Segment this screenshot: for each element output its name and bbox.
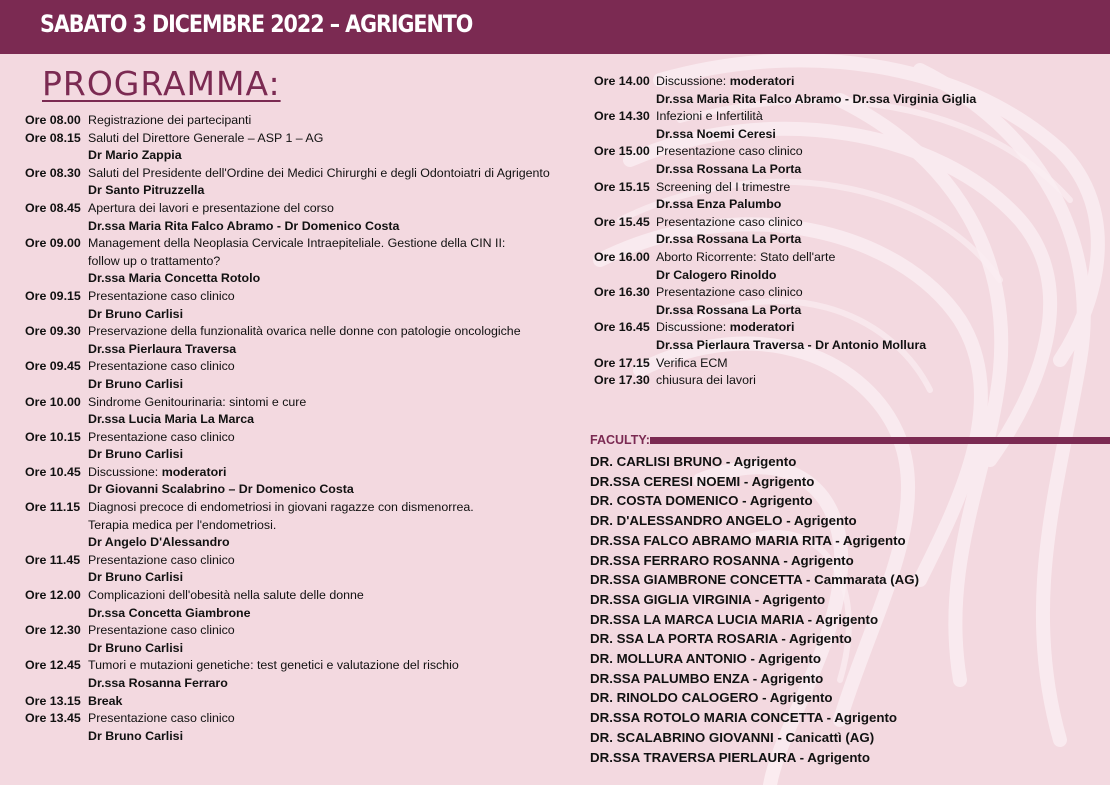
schedule-topic (88, 323, 545, 341)
schedule-content (88, 235, 545, 288)
schedule-item (594, 179, 1014, 214)
schedule-line-text: Presentazione caso clinico (656, 285, 803, 300)
schedule-time: Ore 11.45 (25, 552, 81, 567)
schedule-speaker (88, 411, 545, 429)
schedule-item (25, 622, 545, 657)
schedule-line-text: chiusura dei lavori (656, 373, 756, 388)
schedule-speaker (656, 337, 1014, 355)
schedule-speaker (88, 446, 545, 464)
faculty-separator: - (803, 611, 816, 627)
faculty-list (590, 452, 1090, 767)
faculty-member (590, 472, 1090, 492)
schedule-topic (88, 165, 550, 183)
schedule-content (88, 710, 545, 745)
faculty-member (590, 629, 1090, 649)
schedule-line-text: Complicazioni dell'obesità nella salute delle donne (88, 588, 364, 603)
schedule-line-text: Management della Neoplasia Cervicale Intraepiteliale. Gestione della CIN II: (88, 236, 506, 251)
schedule-item (25, 552, 545, 587)
faculty-member (590, 688, 1090, 708)
schedule-item (594, 249, 1014, 284)
schedule-line-text: Dr.ssa Rossana La Porta (656, 302, 802, 317)
schedule-line-bold-tail: moderatori (161, 464, 227, 479)
schedule-time: Ore 15.00 (594, 144, 650, 159)
schedule-content (88, 394, 545, 429)
schedule-item (25, 112, 545, 130)
schedule-topic (88, 200, 545, 218)
faculty-member-city: Agrigento (733, 454, 797, 469)
schedule-topic (656, 143, 1014, 161)
schedule-time: Ore 09.15 (25, 288, 81, 303)
faculty-member-city: Agrigento (815, 611, 879, 627)
faculty-member (590, 669, 1090, 689)
schedule-line-text: Presentazione caso clinico (88, 359, 235, 374)
schedule-topic (88, 552, 545, 570)
faculty-member-name: DR.SSA CERESI NOEMI (590, 473, 741, 489)
schedule-speaker (656, 161, 1014, 179)
schedule-content (88, 657, 545, 692)
faculty-separator: - (738, 493, 750, 509)
schedule-topic (88, 235, 545, 253)
faculty-member-name: DR. CARLISI BRUNO (590, 454, 723, 469)
faculty-member-name: DR.SSA GIGLIA VIRGINIA (590, 591, 752, 607)
faculty-separator: - (740, 473, 752, 489)
schedule-item (25, 394, 545, 429)
faculty-member-name: DR. D'ALESSANDRO ANGELO (590, 513, 783, 529)
schedule-item (25, 657, 545, 692)
schedule-line-text: Aborto Ricorrente: Stato dell'arte (656, 249, 836, 264)
schedule-content (88, 323, 545, 358)
schedule-speaker (88, 640, 545, 658)
faculty-member-name: DR.SSA GIAMBRONE CONCETTA (590, 572, 803, 588)
faculty-member (590, 748, 1090, 768)
schedule-line-text: Dr.ssa Pierlaura Traversa (88, 341, 237, 356)
schedule-topic (88, 710, 545, 728)
schedule-topic (656, 214, 1014, 232)
faculty-member-name: DR. SCALABRINO GIOVANNI (590, 729, 774, 745)
faculty-member-city: Agrigento (769, 690, 833, 706)
schedule-line-text: Diagnosi precoce di endometriosi in giovani ragazze con dismenorrea. (88, 500, 474, 515)
faculty-separator: - (822, 710, 835, 726)
schedule-item (594, 214, 1014, 249)
schedule-line-text: follow up o trattamento? (88, 253, 221, 268)
schedule-time: Ore 16.45 (594, 320, 650, 335)
schedule-time: Ore 10.45 (25, 464, 81, 479)
schedule-speaker (656, 302, 1014, 320)
faculty-member (590, 570, 1090, 590)
schedule-topic (88, 517, 545, 535)
schedule-time: Ore 12.45 (25, 658, 81, 673)
schedule-time: Ore 16.00 (594, 249, 650, 264)
schedule-speaker (88, 534, 545, 552)
schedule-right-column (594, 73, 1014, 390)
schedule-content (656, 319, 1014, 354)
schedule-topic (88, 464, 545, 482)
schedule-line-text: Break (88, 693, 123, 708)
faculty-member (590, 511, 1090, 531)
schedule-line-text: Dr.ssa Concetta Giambrone (88, 605, 251, 620)
faculty-member-name: DR.SSA ROTOLO MARIA CONCETTA (590, 710, 823, 726)
faculty-member-name: DR.SSA FALCO ABRAMO MARIA RITA (590, 532, 832, 548)
faculty-member-name: DR. SSA LA PORTA ROSARIA (590, 631, 778, 647)
schedule-content (88, 429, 545, 464)
schedule-speaker (656, 267, 1014, 285)
schedule-topic (88, 288, 545, 306)
schedule-topic (656, 249, 1014, 267)
schedule-line-text: Presentazione caso clinico (656, 214, 803, 229)
schedule-time: Ore 09.45 (25, 359, 81, 374)
schedule-content (88, 499, 545, 552)
schedule-line-text: Dr.ssa Rossana La Porta (656, 232, 802, 247)
schedule-time: Ore 08.30 (25, 165, 81, 180)
schedule-content (88, 552, 545, 587)
schedule-speaker (88, 481, 545, 499)
schedule-line-bold-tail: moderatori (729, 74, 795, 88)
schedule-line-text: Saluti del Direttore Generale – ASP 1 – AG (88, 130, 324, 145)
schedule-time: Ore 11.15 (25, 500, 81, 515)
schedule-line-text: Dr Bruno Carlisi (88, 306, 184, 321)
schedule-topic (88, 394, 545, 412)
schedule-content (656, 249, 1014, 284)
schedule-content (656, 108, 1014, 143)
schedule-content (656, 284, 1014, 319)
faculty-separator: - (749, 670, 761, 686)
faculty-member (590, 531, 1090, 551)
schedule-topic (656, 372, 1014, 390)
schedule-line-text: Dr.ssa Enza Palumbo (656, 197, 782, 212)
schedule-item (25, 165, 550, 200)
faculty-member-city: Agrigento (793, 513, 857, 529)
schedule-line-text: Screening del I trimestre (656, 179, 791, 194)
schedule-topic (656, 179, 1014, 197)
schedule-content (656, 214, 1014, 249)
schedule-time: Ore 08.45 (25, 200, 81, 215)
schedule-speaker (88, 306, 545, 324)
schedule-speaker (88, 569, 545, 587)
schedule-line-text: Dr Giovanni Scalabrino – Dr Domenico Costa (88, 482, 354, 497)
schedule-line-text: Dr.ssa Maria Concetta Rotolo (88, 271, 261, 286)
schedule-line-text: Discussione: (656, 74, 730, 88)
schedule-line-bold-tail: moderatori (729, 320, 795, 335)
schedule-item (25, 710, 545, 745)
schedule-line-text: Presentazione caso clinico (88, 288, 235, 303)
header-bar (0, 0, 1110, 54)
faculty-member (590, 590, 1090, 610)
schedule-time: Ore 10.00 (25, 394, 81, 409)
schedule-topic (656, 108, 1014, 126)
faculty-member-city: Agrigento (760, 670, 824, 686)
schedule-speaker (656, 196, 1014, 214)
schedule-speaker (88, 728, 545, 746)
schedule-item (25, 499, 545, 552)
schedule-time: Ore 08.15 (25, 130, 81, 145)
schedule-item (25, 693, 545, 711)
faculty-member-city: Agrigento (749, 493, 813, 509)
schedule-item (594, 143, 1014, 178)
schedule-item (25, 288, 545, 323)
schedule-topic (656, 319, 1014, 337)
faculty-member-city: Agrigento (751, 473, 815, 489)
schedule-time: Ore 10.15 (25, 429, 81, 444)
schedule-topic (656, 355, 1014, 373)
schedule-item (594, 355, 1014, 373)
faculty-member-name: DR.SSA PALUMBO ENZA (590, 670, 750, 686)
faculty-member-city: Agrigento (790, 552, 854, 568)
schedule-time: Ore 08.00 (25, 113, 81, 127)
faculty-member (590, 649, 1090, 669)
schedule-time: Ore 12.00 (25, 588, 81, 603)
schedule-time: Ore 14.00 (594, 74, 650, 88)
schedule-line-text: Presentazione caso clinico (88, 711, 235, 726)
schedule-line-text: Dr.ssa Rosanna Ferraro (88, 676, 228, 690)
faculty-separator: - (722, 454, 734, 469)
faculty-separator: - (773, 729, 786, 745)
schedule-time: Ore 09.30 (25, 324, 81, 339)
schedule-time: Ore 13.15 (25, 693, 81, 708)
faculty-member (590, 491, 1090, 511)
schedule-time: Ore 09.00 (25, 236, 81, 251)
faculty-title: FACULTY: (590, 433, 650, 447)
schedule-speaker (656, 126, 1014, 144)
faculty-member-name: DR. COSTA DOMENICO (590, 493, 739, 509)
faculty-member-city: Cammarata (AG) (814, 572, 920, 588)
schedule-content (656, 372, 1014, 390)
schedule-content (88, 130, 545, 165)
faculty-member-city: Agrigento (758, 651, 821, 667)
schedule-topic (88, 587, 545, 605)
schedule-time: Ore 16.30 (594, 285, 650, 300)
faculty-separator: - (751, 591, 763, 607)
schedule-speaker (88, 147, 545, 165)
schedule-item (25, 130, 545, 165)
schedule-item (594, 108, 1014, 143)
schedule-topic (88, 253, 545, 271)
faculty-member-city: Agrigento (834, 710, 898, 726)
schedule-speaker (88, 376, 545, 394)
schedule-speaker (88, 182, 550, 200)
faculty-member (590, 708, 1090, 728)
faculty-header (590, 433, 1110, 447)
schedule-line-text: Dr.ssa Maria Rita Falco Abramo - Dr Domenico Costa (88, 218, 400, 233)
schedule-speaker (88, 605, 545, 623)
schedule-line-text: Dr.ssa Maria Rita Falco Abramo - Dr.ssa Virginia Giglia (656, 91, 977, 106)
schedule-line-text: Dr Angelo D'Alessandro (88, 535, 230, 550)
schedule-speaker (88, 693, 545, 711)
faculty-member-name: DR. RINOLDO CALOGERO (590, 690, 759, 706)
schedule-time: Ore 12.30 (25, 623, 81, 638)
schedule-line-text: Dr Bruno Carlisi (88, 640, 184, 655)
schedule-item (25, 323, 545, 358)
schedule-line-text: Presentazione caso clinico (88, 623, 235, 638)
schedule-topic (88, 657, 545, 675)
schedule-line-text: Saluti del Presidente dell'Ordine dei Medici Chirurghi e degli Odontoiatri di Agrigento (88, 165, 550, 180)
schedule-line-text: Apertura dei lavori e presentazione del corso (88, 200, 334, 215)
faculty-separator: - (831, 532, 843, 548)
faculty-member-name: DR.SSA LA MARCA LUCIA MARIA (590, 611, 804, 627)
schedule-line-text: Dr Bruno Carlisi (88, 376, 184, 391)
schedule-line-text: Dr Bruno Carlisi (88, 570, 184, 585)
faculty-member (590, 610, 1090, 630)
schedule-line-text: Dr.ssa Lucia Maria La Marca (88, 412, 254, 427)
schedule-item (25, 235, 545, 288)
schedule-content (88, 464, 545, 499)
schedule-topic (88, 130, 545, 148)
faculty-member-city: Agrigento (842, 532, 906, 548)
faculty-member (590, 728, 1090, 748)
faculty-separator: - (782, 513, 794, 529)
faculty-separator: - (802, 572, 815, 588)
schedule-item (25, 429, 545, 464)
faculty-separator: - (779, 552, 791, 568)
schedule-item (25, 200, 545, 235)
schedule-line-text: Dr Bruno Carlisi (88, 728, 184, 743)
schedule-content (88, 587, 545, 622)
schedule-speaker (656, 231, 1014, 249)
schedule-line-text: Presentazione caso clinico (88, 429, 235, 444)
schedule-line-text: Dr Bruno Carlisi (88, 447, 184, 462)
schedule-line-text: Presentazione caso clinico (656, 144, 803, 159)
schedule-content (88, 165, 550, 200)
schedule-item (594, 284, 1014, 319)
schedule-line-text: Dr.ssa Noemi Ceresi (656, 126, 776, 141)
schedule-item (25, 358, 545, 393)
faculty-separator: - (795, 749, 808, 765)
schedule-content (88, 693, 545, 711)
schedule-content (656, 143, 1014, 178)
schedule-time: Ore 14.30 (594, 109, 650, 124)
header-title: SABATO 3 DICEMBRE 2022 – AGRIGENTO (40, 10, 473, 38)
schedule-line-text: Infezioni e Infertilità (656, 109, 763, 124)
schedule-topic (88, 429, 545, 447)
schedule-speaker (656, 91, 1014, 109)
faculty-divider-bar (650, 437, 1110, 444)
schedule-line-text: Registrazione dei partecipanti (88, 113, 252, 127)
schedule-time: Ore 15.15 (594, 179, 650, 194)
faculty-member-city: Agrigento (807, 749, 870, 765)
schedule-line-text: Dr Santo Pitruzzella (88, 183, 205, 198)
schedule-item (594, 73, 1014, 108)
faculty-separator: - (746, 651, 759, 667)
schedule-time: Ore 13.45 (25, 711, 81, 726)
schedule-time: Ore 15.45 (594, 214, 650, 229)
schedule-topic (88, 622, 545, 640)
faculty-member-name: DR.SSA TRAVERSA PIERLAURA (590, 749, 796, 765)
schedule-topic (88, 358, 545, 376)
faculty-separator: - (777, 631, 789, 647)
schedule-topic (656, 73, 1014, 91)
schedule-line-text: Sindrome Genitourinaria: sintomi e cure (88, 394, 307, 409)
schedule-content (88, 358, 545, 393)
schedule-line-text: Tumori e mutazioni genetiche: test genetici e valutazione del rischio (88, 658, 459, 673)
schedule-line-text: Dr Mario Zappia (88, 148, 182, 163)
faculty-member-city: Agrigento (762, 591, 826, 607)
schedule-content (656, 179, 1014, 214)
faculty-separator: - (758, 690, 770, 706)
programma-title: PROGRAMMA: (42, 64, 281, 103)
schedule-content (88, 288, 545, 323)
schedule-speaker (88, 675, 545, 693)
schedule-line-text: Dr.ssa Pierlaura Traversa - Dr Antonio Mollura (656, 337, 927, 352)
schedule-line-text: Terapia medica per l'endometriosi. (88, 517, 277, 532)
schedule-line-text: Discussione: (656, 320, 730, 335)
schedule-topic (88, 499, 545, 517)
schedule-item (25, 464, 545, 499)
faculty-member (590, 551, 1090, 571)
schedule-time: Ore 17.15 (594, 355, 650, 370)
schedule-time: Ore 17.30 (594, 373, 650, 388)
faculty-member-name: DR. MOLLURA ANTONIO (590, 651, 747, 667)
schedule-topic (88, 112, 545, 130)
faculty-member-name: DR.SSA FERRARO ROSANNA (590, 552, 780, 568)
schedule-speaker (88, 341, 545, 359)
faculty-member (590, 452, 1090, 472)
schedule-line-text: Verifica ECM (656, 355, 728, 370)
schedule-line-text: Dr.ssa Rossana La Porta (656, 161, 802, 176)
schedule-content (88, 200, 545, 235)
schedule-speaker (88, 270, 545, 288)
schedule-line-text: Presentazione caso clinico (88, 552, 235, 567)
faculty-member-city: Canicattì (AG) (785, 729, 875, 745)
schedule-item (594, 372, 1014, 390)
schedule-line-text: Discussione: (88, 464, 162, 479)
schedule-line-text: Dr Calogero Rinoldo (656, 267, 777, 282)
schedule-topic (656, 284, 1014, 302)
schedule-content (656, 73, 1014, 108)
faculty-member-city: Agrigento (788, 631, 852, 647)
schedule-item (25, 587, 545, 622)
schedule-content (656, 355, 1014, 373)
schedule-item (594, 319, 1014, 354)
schedule-speaker (88, 218, 545, 236)
schedule-content (88, 112, 545, 130)
schedule-line-text: Preservazione della funzionalità ovarica nelle donne con patologie oncologiche (88, 324, 521, 339)
schedule-content (88, 622, 545, 657)
schedule-left-column (25, 112, 550, 745)
